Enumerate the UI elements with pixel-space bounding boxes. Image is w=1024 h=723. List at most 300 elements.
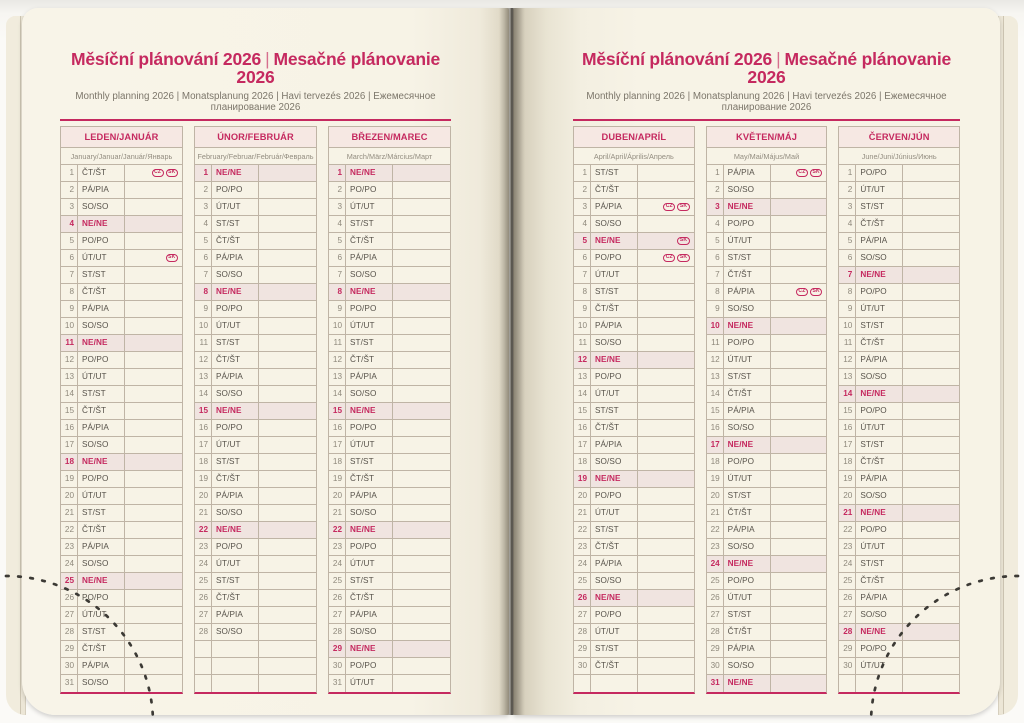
weekday-label: PO/PO <box>346 539 393 555</box>
month-rows <box>195 165 316 692</box>
day-row <box>574 573 694 590</box>
weekday-label: ST/ST <box>78 386 125 402</box>
day-number: 15 <box>574 403 591 419</box>
day-row <box>329 420 450 437</box>
notes-area <box>638 369 694 385</box>
weekday-label: ČT/ŠT <box>591 301 638 317</box>
day-row <box>707 335 827 352</box>
notes-area <box>125 301 182 317</box>
day-number: 21 <box>61 505 78 521</box>
day-number: 21 <box>574 505 591 521</box>
notes-area <box>771 658 827 674</box>
weekday-label: ČT/ŠT <box>856 335 903 351</box>
day-row <box>839 471 959 488</box>
day-number: 27 <box>839 607 856 623</box>
day-row <box>329 301 450 318</box>
weekday-label: PO/PO <box>591 369 638 385</box>
weekday-label: PÁ/PIA <box>856 471 903 487</box>
weekday-label: PÁ/PIA <box>724 284 771 300</box>
day-row <box>839 437 959 454</box>
day-number: 7 <box>61 267 78 283</box>
holiday-badge-cz: CZ <box>796 288 808 296</box>
weekday-label: NE/NE <box>78 335 125 351</box>
notes-area <box>903 522 959 538</box>
weekday-label: SO/SO <box>346 267 393 283</box>
notes-area <box>771 352 827 368</box>
weekday-label: PO/PO <box>212 301 259 317</box>
notes-area <box>903 199 959 215</box>
weekday-label: ST/ST <box>346 216 393 232</box>
day-row <box>707 250 827 267</box>
day-row <box>329 165 450 182</box>
notes-area <box>393 556 450 572</box>
notes-area <box>393 284 450 300</box>
notes-area <box>393 420 450 436</box>
day-row <box>839 420 959 437</box>
day-number: 11 <box>329 335 346 351</box>
notes-area <box>393 590 450 606</box>
day-number: 12 <box>61 352 78 368</box>
notes-area <box>125 386 182 402</box>
notes-area <box>771 454 827 470</box>
holiday-badge-sk: SK <box>677 203 689 211</box>
day-row <box>195 420 316 437</box>
notes-area <box>259 471 316 487</box>
day-number: 28 <box>195 624 212 640</box>
day-number: 25 <box>61 573 78 589</box>
notes-area <box>125 352 182 368</box>
weekday-label: ST/ST <box>591 522 638 538</box>
day-row <box>707 505 827 522</box>
day-number: 8 <box>574 284 591 300</box>
notes-area <box>638 335 694 351</box>
weekday-label: NE/NE <box>78 216 125 232</box>
month-name: KVĚTEN/MÁJ <box>707 127 827 148</box>
day-row <box>329 284 450 301</box>
day-number: 1 <box>329 165 346 181</box>
weekday-label: ST/ST <box>856 199 903 215</box>
day-number: 27 <box>574 607 591 623</box>
weekday-label: SO/SO <box>78 556 125 572</box>
day-number: 11 <box>574 335 591 351</box>
day-row <box>329 437 450 454</box>
day-row <box>574 539 694 556</box>
page-title-slovak: Mesačné plánovanie 2026 <box>236 49 441 88</box>
notes-area <box>771 267 827 283</box>
day-row <box>61 471 182 488</box>
weekday-label: SO/SO <box>78 675 125 692</box>
day-number: 20 <box>707 488 724 504</box>
weekday-label: NE/NE <box>724 675 771 692</box>
notes-area <box>393 403 450 419</box>
day-number: 21 <box>839 505 856 521</box>
notes-area <box>771 607 827 623</box>
day-number: 6 <box>839 250 856 266</box>
day-row <box>839 250 959 267</box>
day-number: 24 <box>61 556 78 572</box>
notes-area <box>638 352 694 368</box>
weekday-label: NE/NE <box>591 352 638 368</box>
day-number: 22 <box>574 522 591 538</box>
day-number: 23 <box>329 539 346 555</box>
holiday-badge-sk: SK <box>810 288 822 296</box>
empty-row <box>574 675 694 692</box>
notes-area <box>393 624 450 640</box>
weekday-label: PÁ/PIA <box>212 488 259 504</box>
notes-area <box>771 233 827 249</box>
day-number: 6 <box>707 250 724 266</box>
day-number: 17 <box>707 437 724 453</box>
day-row <box>329 488 450 505</box>
day-number: 12 <box>329 352 346 368</box>
day-number: 20 <box>839 488 856 504</box>
weekday-label: PÁ/PIA <box>212 369 259 385</box>
day-row <box>195 471 316 488</box>
notes-area <box>771 165 827 181</box>
day-number: 12 <box>839 352 856 368</box>
day-number: 15 <box>61 403 78 419</box>
day-row <box>839 454 959 471</box>
day-number: 17 <box>61 437 78 453</box>
day-number: 3 <box>61 199 78 215</box>
day-number: 16 <box>329 420 346 436</box>
day-number: 8 <box>195 284 212 300</box>
day-row <box>574 658 694 675</box>
notes-area <box>638 658 694 674</box>
day-row <box>839 165 959 182</box>
day-row <box>839 233 959 250</box>
day-row <box>329 556 450 573</box>
holiday-badge-sk: SK <box>677 237 689 245</box>
day-row <box>707 318 827 335</box>
weekday-label: PÁ/PIA <box>346 250 393 266</box>
notes-area <box>259 352 316 368</box>
weekday-label: PO/PO <box>78 233 125 249</box>
weekday-label: SO/SO <box>591 216 638 232</box>
notes-area <box>393 267 450 283</box>
day-row <box>574 471 694 488</box>
weekday-label: ÚT/UT <box>591 267 638 283</box>
day-row <box>707 624 827 641</box>
weekday-label: PÁ/PIA <box>591 437 638 453</box>
month-table-march <box>328 126 451 694</box>
notes-area <box>638 165 694 181</box>
weekday-label: ČT/ŠT <box>591 420 638 436</box>
day-row <box>329 403 450 420</box>
day-number: 28 <box>329 624 346 640</box>
day-number: 19 <box>61 471 78 487</box>
weekday-label: PÁ/PIA <box>591 199 638 215</box>
notes-area <box>903 454 959 470</box>
notes-area <box>638 488 694 504</box>
day-number: 16 <box>574 420 591 436</box>
notes-area <box>903 250 959 266</box>
weekday-label: ÚT/UT <box>346 318 393 334</box>
day-number: 25 <box>707 573 724 589</box>
notes-area <box>638 182 694 198</box>
day-number: 16 <box>195 420 212 436</box>
day-row <box>574 301 694 318</box>
notes-area <box>638 216 694 232</box>
day-row <box>195 556 316 573</box>
notes-area <box>259 641 316 657</box>
day-number: 13 <box>839 369 856 385</box>
notes-area <box>125 182 182 198</box>
day-row <box>574 267 694 284</box>
weekday-label: ÚT/UT <box>724 352 771 368</box>
day-row <box>707 267 827 284</box>
day-number: 2 <box>839 182 856 198</box>
day-number: 28 <box>707 624 724 640</box>
day-number: 25 <box>195 573 212 589</box>
day-number: 22 <box>839 522 856 538</box>
day-row <box>329 352 450 369</box>
day-number: 12 <box>574 352 591 368</box>
weekday-label: NE/NE <box>346 641 393 657</box>
day-row <box>329 454 450 471</box>
day-number: 12 <box>707 352 724 368</box>
month-translations: April/April/Április/Апрель <box>574 148 694 165</box>
month-table-may <box>706 126 828 694</box>
notes-area <box>125 216 182 232</box>
notes-area <box>903 437 959 453</box>
weekday-label: NE/NE <box>591 233 638 249</box>
weekday-label: ČT/ŠT <box>212 471 259 487</box>
day-row <box>707 386 827 403</box>
weekday-label: NE/NE <box>724 318 771 334</box>
notes-area <box>259 573 316 589</box>
day-row <box>707 369 827 386</box>
weekday-label: PÁ/PIA <box>724 403 771 419</box>
day-number: 1 <box>61 165 78 181</box>
day-number: 4 <box>195 216 212 232</box>
weekday-label: NE/NE <box>78 573 125 589</box>
weekday-label: PO/PO <box>212 182 259 198</box>
weekday-label <box>591 675 638 692</box>
day-row <box>195 488 316 505</box>
day-number: 2 <box>329 182 346 198</box>
day-row <box>61 301 182 318</box>
weekday-label: SO/SO <box>212 624 259 640</box>
day-number: 29 <box>574 641 591 657</box>
day-row <box>195 437 316 454</box>
day-number: 13 <box>707 369 724 385</box>
weekday-label: ČT/ŠT <box>78 403 125 419</box>
day-number: 15 <box>707 403 724 419</box>
day-number: 29 <box>61 641 78 657</box>
day-number: 27 <box>195 607 212 623</box>
weekday-label: NE/NE <box>856 505 903 521</box>
notes-area <box>259 199 316 215</box>
day-number: 13 <box>574 369 591 385</box>
weekday-label: ST/ST <box>212 454 259 470</box>
day-row <box>574 250 694 267</box>
notes-area <box>771 420 827 436</box>
weekday-label: ÚT/UT <box>212 437 259 453</box>
day-row <box>329 675 450 692</box>
weekday-label: ČT/ŠT <box>212 352 259 368</box>
day-number: 15 <box>195 403 212 419</box>
day-number: 3 <box>195 199 212 215</box>
weekday-label: ČT/ŠT <box>724 624 771 640</box>
day-number: 10 <box>195 318 212 334</box>
weekday-label: SO/SO <box>591 454 638 470</box>
day-row <box>329 267 450 284</box>
weekday-label: ÚT/UT <box>856 301 903 317</box>
day-number: 3 <box>329 199 346 215</box>
weekday-label: PO/PO <box>856 641 903 657</box>
weekday-label: NE/NE <box>212 403 259 419</box>
day-number: 15 <box>329 403 346 419</box>
day-number: 4 <box>839 216 856 232</box>
day-number: 23 <box>61 539 78 555</box>
weekday-label: SO/SO <box>724 539 771 555</box>
day-number: 18 <box>61 454 78 470</box>
day-row <box>839 488 959 505</box>
day-number: 7 <box>195 267 212 283</box>
notes-area <box>393 233 450 249</box>
notes-area <box>638 233 694 249</box>
day-row <box>195 199 316 216</box>
day-number: 5 <box>574 233 591 249</box>
notes-area <box>638 556 694 572</box>
notes-area <box>259 250 316 266</box>
day-number: 18 <box>707 454 724 470</box>
day-number: 18 <box>195 454 212 470</box>
page-title <box>60 50 451 87</box>
day-number: 30 <box>839 658 856 674</box>
day-row <box>61 369 182 386</box>
holiday-badge-sk: SK <box>677 254 689 262</box>
notes-area <box>259 488 316 504</box>
day-row <box>329 590 450 607</box>
notes-area <box>125 471 182 487</box>
day-number: 28 <box>61 624 78 640</box>
weekday-label: NE/NE <box>591 590 638 606</box>
weekday-label: PO/PO <box>724 454 771 470</box>
weekday-label: PO/PO <box>78 471 125 487</box>
day-row <box>574 352 694 369</box>
day-row <box>574 318 694 335</box>
day-row <box>574 624 694 641</box>
day-row <box>707 607 827 624</box>
day-row <box>839 505 959 522</box>
day-number: 3 <box>839 199 856 215</box>
day-number: 15 <box>839 403 856 419</box>
notes-area <box>259 454 316 470</box>
notes-area <box>393 607 450 623</box>
notes-area <box>638 284 694 300</box>
notes-area <box>903 284 959 300</box>
day-number: 9 <box>707 301 724 317</box>
day-number: 14 <box>195 386 212 402</box>
notes-area <box>259 284 316 300</box>
day-number: 10 <box>574 318 591 334</box>
notes-area <box>771 216 827 232</box>
weekday-label: PÁ/PIA <box>78 182 125 198</box>
day-row <box>707 182 827 199</box>
page-title-slovak: Mesačné plánovanie 2026 <box>747 49 952 88</box>
notes-area <box>771 437 827 453</box>
day-number: 5 <box>329 233 346 249</box>
weekday-label: ÚT/UT <box>212 199 259 215</box>
weekday-label: ČT/ŠT <box>212 233 259 249</box>
weekday-label: PO/PO <box>591 607 638 623</box>
day-row <box>707 420 827 437</box>
weekday-label: ST/ST <box>212 216 259 232</box>
day-number: 24 <box>329 556 346 572</box>
day-row <box>329 199 450 216</box>
weekday-label: ÚT/UT <box>346 199 393 215</box>
day-number: 22 <box>195 522 212 538</box>
weekday-label: SO/SO <box>212 386 259 402</box>
empty-row <box>195 658 316 675</box>
day-number: 22 <box>707 522 724 538</box>
page-title <box>573 50 960 87</box>
weekday-label: NE/NE <box>346 165 393 181</box>
day-number: 9 <box>195 301 212 317</box>
weekday-label: ÚT/UT <box>856 182 903 198</box>
day-number: 16 <box>707 420 724 436</box>
notes-area <box>393 675 450 692</box>
page-subtitle: Monthly planning 2026 | Monatsplanung 2026 | Havi tervezés 2026 | Ежемесячное планирование 2026 <box>586 90 947 113</box>
day-row <box>61 284 182 301</box>
weekday-label: PO/PO <box>212 420 259 436</box>
notes-area <box>393 573 450 589</box>
notes-area <box>638 250 694 266</box>
month-name: ČERVEN/JÚN <box>839 127 959 148</box>
notes-area <box>259 403 316 419</box>
weekday-label: PO/PO <box>346 301 393 317</box>
day-number: 3 <box>574 199 591 215</box>
day-row <box>61 437 182 454</box>
weekday-label: SO/SO <box>724 182 771 198</box>
day-row <box>839 284 959 301</box>
day-number: 18 <box>329 454 346 470</box>
notes-area <box>771 675 827 692</box>
day-number: 3 <box>707 199 724 215</box>
weekday-label: ČT/ŠT <box>856 454 903 470</box>
day-row <box>707 199 827 216</box>
day-number: 20 <box>195 488 212 504</box>
day-row <box>329 216 450 233</box>
day-row <box>329 471 450 488</box>
notes-area <box>125 505 182 521</box>
day-row <box>61 250 182 267</box>
day-row <box>574 437 694 454</box>
notes-area <box>903 505 959 521</box>
day-number: 9 <box>61 301 78 317</box>
day-number: 31 <box>329 675 346 692</box>
notes-area <box>638 607 694 623</box>
notes-area <box>638 386 694 402</box>
day-row <box>329 369 450 386</box>
day-row <box>61 199 182 216</box>
notes-area <box>259 335 316 351</box>
day-row <box>195 318 316 335</box>
day-row <box>574 641 694 658</box>
notes-area <box>903 386 959 402</box>
notes-area <box>771 318 827 334</box>
day-number: 27 <box>329 607 346 623</box>
day-row <box>61 522 182 539</box>
weekday-label: ST/ST <box>78 505 125 521</box>
notes-area <box>125 522 182 538</box>
day-row <box>574 488 694 505</box>
notes-area <box>393 301 450 317</box>
day-number: 19 <box>574 471 591 487</box>
notes-area <box>125 369 182 385</box>
